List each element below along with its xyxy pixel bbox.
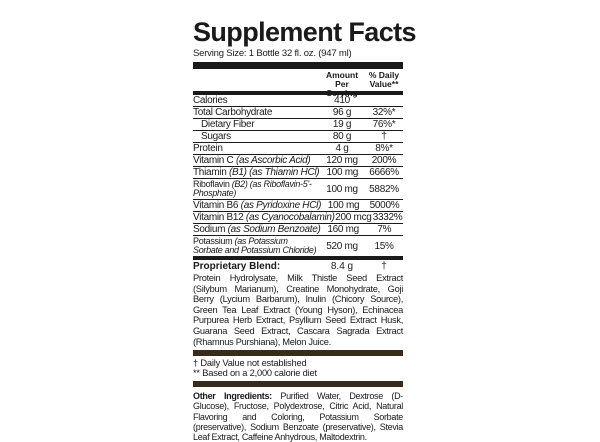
divider-thick — [193, 62, 403, 69]
blend-amount: 8.4 g — [330, 261, 354, 272]
other-ingredients-text: Purified Water, Dextrose (D-Glucose), Fructose, Polydextrose, Citric Acid, Natural Flavoring and Coloring, Potassium Sorbate (preservative), Sodium Benzoate (preservative), Stevia Leaf Extract, Caffeine Anhydrous, Maltodextrin. — [193, 391, 403, 442]
nutrient-row — [193, 107, 403, 119]
panel-title: Supplement Facts — [193, 17, 416, 47]
nutrient-name: Potassium — [193, 236, 233, 246]
nutrient-amount: 96 g — [332, 107, 352, 118]
nutrient-table — [193, 95, 403, 256]
blend-ingredients: Protein Hydrolysate, Milk Thistle Seed Extract (Silybum Marianum), Creatine Monohydrate, Goji Berry (Lycium Barbarum), Inulin (Chicory Source), Green Tea Leaf Extract (Young Hyson), Echinacea Purpurea Herb Extract, Psyllium Seed Extract Husk, Guarana Seed Extract, Cascara Sagrada Extract (Rhamnus Purshiana), Melon Juice. — [193, 273, 403, 347]
nutrient-source: (as Pyridoxine HCl) — [240, 200, 322, 211]
nutrient-amount: 200 mcg — [335, 212, 372, 223]
nutrient-source: (as Ascorbic Acid) — [235, 155, 311, 166]
nutrient-dv: † — [381, 131, 387, 142]
nutrient-amount: 100 mg — [326, 167, 359, 178]
supplement-facts-panel — [193, 17, 416, 442]
nutrient-source: (as Sodium Benzoate) — [227, 224, 321, 235]
nutrient-name: Vitamin C — [193, 155, 234, 166]
nutrient-dv: 76%* — [372, 119, 396, 130]
footnote-daily-value: ** Based on a 2,000 calorie diet — [193, 368, 317, 379]
nutrient-amount: 100 mg — [327, 200, 360, 211]
blend-name: Proprietary Blend: — [193, 261, 281, 272]
nutrient-name: Dietary Fiber — [201, 119, 255, 130]
nutrient-row — [193, 224, 403, 236]
nutrient-row — [193, 143, 403, 155]
nutrient-source: (as Cyanocobalamin) — [245, 212, 335, 223]
nutrient-row — [193, 155, 403, 167]
nutrient-dv: 3332% — [372, 212, 403, 223]
nutrient-source: (as Potassium Sorbate and Potassium Chloride) — [193, 236, 317, 255]
nutrient-dv: 6666% — [369, 167, 399, 178]
nutrient-amount: 120 mg — [326, 155, 358, 166]
nutrient-row — [193, 200, 403, 212]
nutrient-amount: 80 g — [332, 131, 352, 142]
nutrient-dv: 15% — [374, 240, 394, 252]
nutrient-name: Sugars — [201, 131, 231, 142]
nutrient-name: Thiamin — [193, 167, 227, 178]
nutrient-amount: 4 g — [335, 143, 349, 154]
nutrient-dv: 8%* — [375, 143, 393, 154]
nutrient-row — [193, 179, 403, 200]
footnotes — [193, 356, 403, 381]
nutrient-row — [193, 167, 403, 179]
serving-size: Serving Size: 1 Bottle 32 fl. oz. (947 ml) — [193, 48, 352, 59]
nutrient-name: Sodium — [193, 224, 226, 235]
other-ingredients — [193, 387, 403, 442]
nutrient-amount: 410 — [334, 95, 350, 106]
nutrient-name: Calories — [193, 95, 228, 106]
nutrient-row — [193, 212, 403, 224]
proprietary-blend-row — [193, 260, 403, 273]
nutrient-name: Riboflavin — [193, 179, 230, 189]
other-ingredients-label: Other Ingredients: — [193, 391, 272, 402]
footnote-dagger: † Daily Value not established — [193, 358, 307, 369]
amount-header: Amount Per Serving — [325, 70, 359, 98]
nutrient-amount: 520 mg — [326, 240, 358, 252]
daily-value-header: % Daily Value** — [368, 70, 400, 89]
nutrient-dv: 32%* — [372, 107, 396, 118]
column-header — [193, 69, 403, 98]
nutrient-source: (B2) (as Riboflavin-5'-Phosphate) — [193, 179, 312, 198]
blend-dv: † — [381, 261, 387, 272]
nutrient-name: Vitamin B12 — [193, 212, 244, 223]
nutrient-row — [193, 95, 403, 107]
nutrient-name: Total Carbohydrate — [193, 107, 273, 118]
nutrient-dv: 7% — [377, 224, 392, 235]
nutrient-row — [193, 236, 403, 256]
nutrient-amount: 19 g — [332, 119, 352, 130]
nutrient-dv: 200% — [371, 155, 397, 166]
nutrient-dv: 5000% — [369, 200, 400, 211]
nutrient-dv: 5882% — [369, 183, 399, 195]
nutrient-name: Protein — [193, 143, 223, 154]
nutrient-source: (B1) (as Thiamin HCl) — [228, 167, 320, 178]
nutrient-row — [193, 119, 403, 131]
nutrient-name: Vitamin B6 — [193, 200, 239, 211]
nutrient-amount: 160 mg — [327, 224, 359, 235]
nutrient-amount: 100 mg — [326, 183, 358, 195]
nutrient-row — [193, 131, 403, 143]
